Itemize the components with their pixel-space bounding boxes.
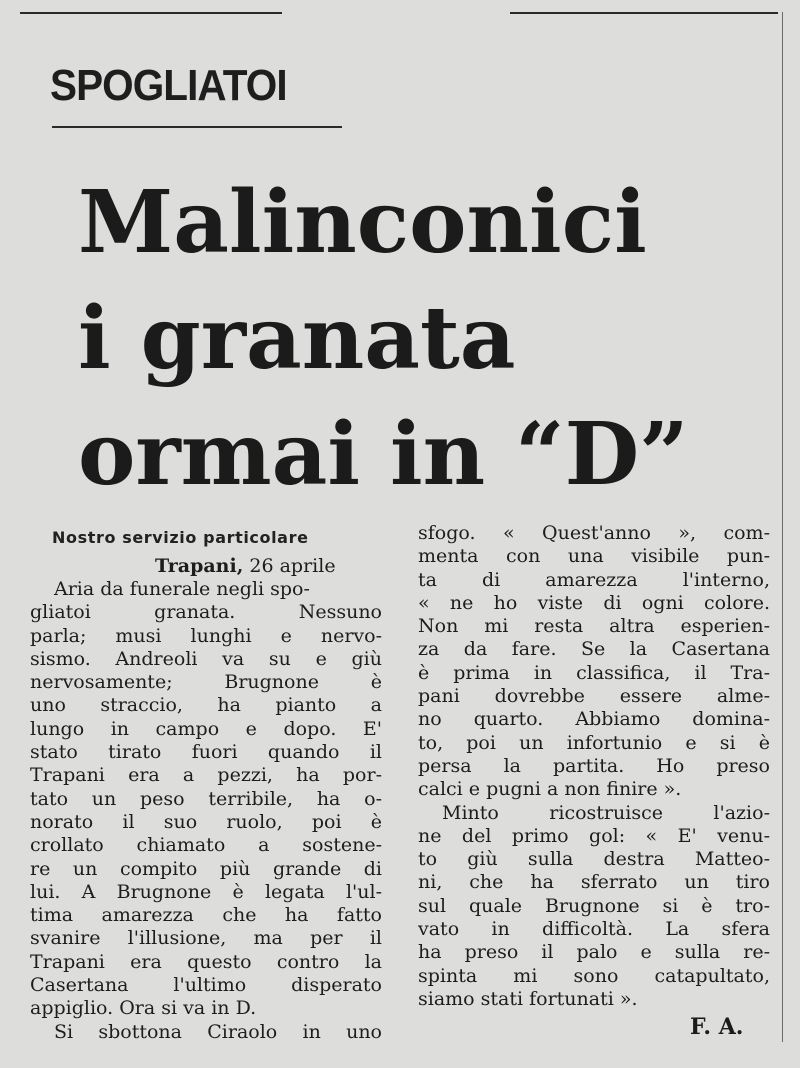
body-line: svanire l'illusione, ma per il — [30, 927, 382, 950]
body-line: lungo in campo e dopo. E' — [30, 717, 382, 740]
body-line: to giù sulla destra Matteo- — [418, 848, 770, 871]
body-line: za da fare. Se la Casertana — [418, 638, 770, 661]
body-line: siamo stati fortunati ». — [418, 987, 638, 1010]
dateline — [155, 555, 336, 577]
body-line: Casertana l'ultimo disperato — [30, 974, 382, 997]
body-line: stato tirato fuori quando il — [30, 741, 382, 764]
headline-line-1: Malinconici — [78, 172, 647, 273]
headline-line-2: i granata — [78, 288, 516, 389]
body-line: norato il suo ruolo, poi è — [30, 810, 382, 833]
body-line: spinta mi sono catapultato, — [418, 964, 770, 987]
body-line: ha preso il palo e sulla re- — [418, 941, 770, 964]
body-line: to, poi un infortunio e si è — [418, 731, 770, 754]
body-line: no quarto. Abbiamo domina- — [418, 708, 770, 731]
article-column-left — [30, 578, 382, 1044]
body-line: « ne ho viste di ogni colore. — [418, 591, 770, 614]
body-line: pani dovrebbe essere alme- — [418, 685, 770, 708]
body-line: gliatoi granata. Nessuno — [30, 601, 382, 624]
headline — [78, 165, 778, 513]
body-line: Aria da funerale negli spo- — [54, 578, 310, 600]
section-underline — [52, 126, 342, 128]
body-line: Si sbottona Ciraolo in uno — [54, 1020, 382, 1043]
body-line: calci e pugni a non finire ». — [418, 778, 682, 801]
dateline-place: Trapani, — [155, 555, 244, 577]
body-line: tima amarezza che ha fatto — [30, 904, 382, 927]
body-line: re un compito più grande di — [30, 857, 382, 880]
body-line: ne del primo gol: « E' venu- — [418, 824, 770, 847]
body-line: uno straccio, ha pianto a — [30, 694, 382, 717]
top-rule-left — [20, 12, 282, 14]
body-line: Non mi resta altra esperien- — [418, 615, 770, 638]
body-line: Trapani era questo contro la — [30, 950, 382, 973]
body-line: sfogo. « Quest'anno », com- — [418, 522, 770, 544]
headline-line-3: ormai in “D” — [78, 404, 689, 505]
body-line: persa la partita. Ho preso — [418, 754, 770, 777]
right-border-rule — [782, 12, 783, 1042]
body-line: ta di amarezza l'interno, — [418, 568, 770, 591]
body-line: ni, che ha sferrato un tiro — [418, 871, 770, 894]
dateline-date: 26 aprile — [249, 555, 336, 577]
body-line: parla; musi lunghi e nervo- — [30, 624, 382, 647]
body-line: Trapani era a pezzi, ha por- — [30, 764, 382, 787]
article-column-right — [418, 522, 770, 1011]
byline: Nostro servizio particolare — [52, 528, 309, 547]
body-line: vato in difficoltà. La sfera — [418, 918, 770, 941]
body-line: appiglio. Ora si va in D. — [30, 997, 257, 1020]
author-initials: F. A. — [690, 1014, 744, 1040]
body-line: lui. A Brugnone è legata l'ul- — [30, 880, 382, 903]
body-line: nervosamente; Brugnone è — [30, 671, 382, 694]
body-line: è prima in classifica, il Tra- — [418, 661, 770, 684]
body-line: tato un peso terribile, ha o- — [30, 787, 382, 810]
body-line: sismo. Andreoli va su e giù — [30, 647, 382, 670]
body-line: Minto ricostruisce l'azio- — [442, 801, 770, 824]
body-line: menta con una visibile pun- — [418, 545, 770, 568]
body-line: sul quale Brugnone si è tro- — [418, 894, 770, 917]
section-label: SPOGLIATOI — [50, 61, 287, 110]
top-rule-right — [510, 12, 778, 14]
body-line: crollato chiamato a sostene- — [30, 834, 382, 857]
